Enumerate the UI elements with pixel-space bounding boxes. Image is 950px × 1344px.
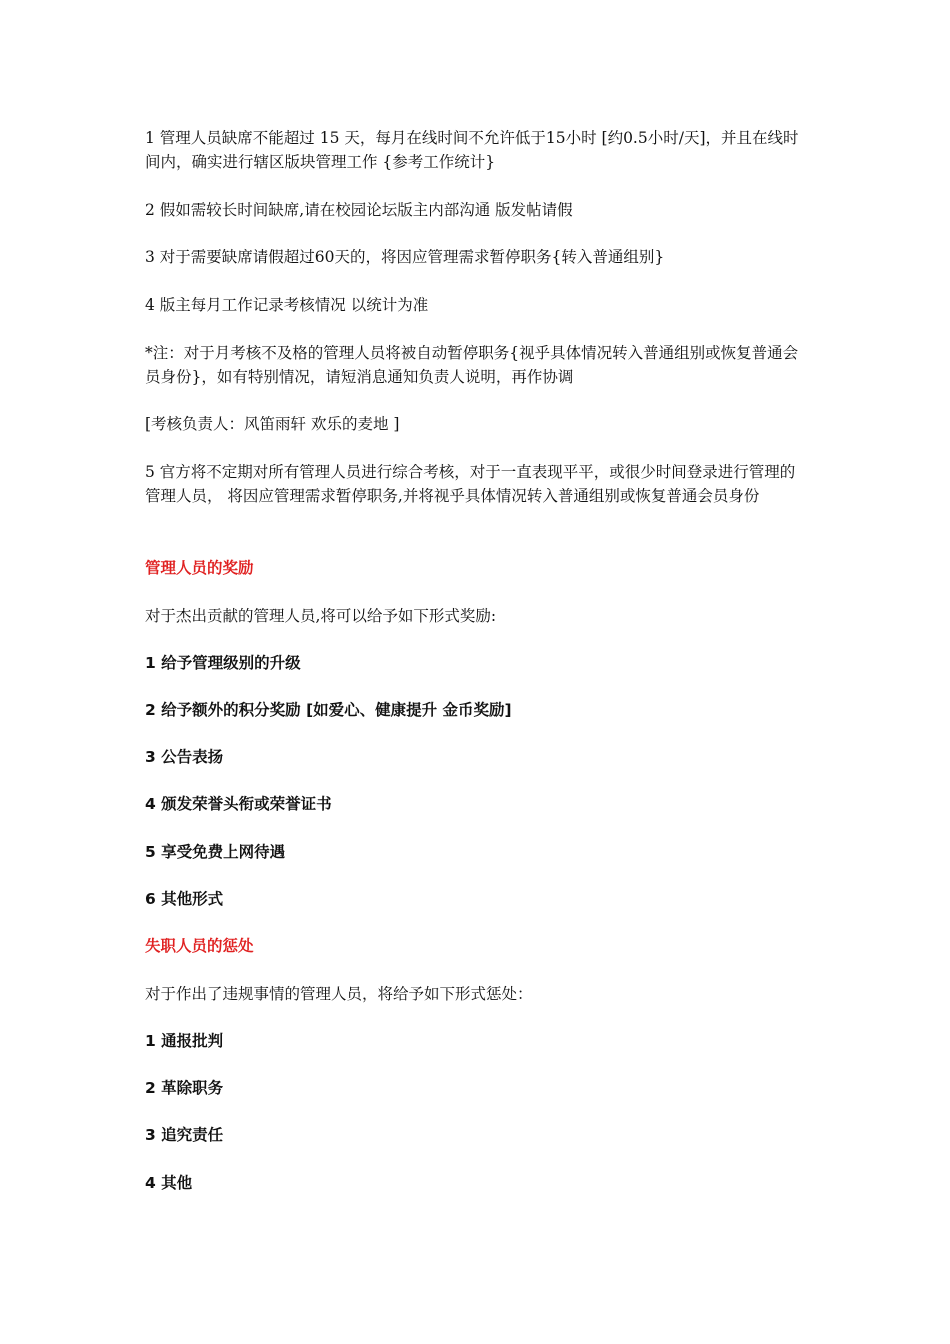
rule-note: *注：对于月考核不及格的管理人员将被自动暂停职务{视乎具体情况转入普通组别或恢复普通会员身份}，如有特别情况，请短消息通知负责人说明，再作协调 xyxy=(145,344,799,386)
penalty-item: 2 革除职务 xyxy=(145,1079,224,1097)
rule-item-3: 3 对于需要缺席请假超过60天的，将因应管理需求暂停职务{转入普通组别} xyxy=(145,248,665,266)
rule-item-4: 4 版主每月工作记录考核情况 以统计为准 xyxy=(145,296,429,314)
penalty-item: 1 通报批判 xyxy=(145,1032,224,1050)
reward-item: 2 给予额外的积分奖励 [如爱心、健康提升 金币奖励] xyxy=(145,701,512,719)
rewards-heading: 管理人员的奖励 xyxy=(145,559,254,577)
reward-item: 5 享受免费上网待遇 xyxy=(145,843,286,861)
penalties-heading: 失职人员的惩处 xyxy=(145,937,254,955)
reward-item: 3 公告表扬 xyxy=(145,748,224,766)
rule-item-1: 1 管理人员缺席不能超过 15 天，每月在线时间不允许低于15小时 [约0.5小时/天]，并且在线时间内，确实进行辖区版块管理工作 {参考工作统计} xyxy=(145,129,799,171)
reward-item: 4 颁发荣誉头衔或荣誉证书 xyxy=(145,795,332,813)
penalties-intro: 对于作出了违规事情的管理人员，将给予如下形式惩处： xyxy=(145,985,533,1003)
assessors-line: [考核负责人：风笛雨轩 欢乐的麦地 ] xyxy=(145,415,400,433)
rule-item-5: 5 官方将不定期对所有管理人员进行综合考核，对于一直表现平平，或很少时间登录进行管理的管理人员， 将因应管理需求暂停职务,并将视乎具体情况转入普通组别或恢复普通会员身份 xyxy=(145,463,796,505)
rewards-intro: 对于杰出贡献的管理人员,将可以给予如下形式奖励: xyxy=(145,607,497,625)
reward-item: 6 其他形式 xyxy=(145,890,224,908)
penalty-item: 4 其他 xyxy=(145,1174,193,1192)
reward-item: 1 给予管理级别的升级 xyxy=(145,654,301,672)
penalty-item: 3 追究责任 xyxy=(145,1126,224,1144)
rule-item-2: 2 假如需较长时间缺席,请在校园论坛版主内部沟通 版发帖请假 xyxy=(145,201,573,219)
